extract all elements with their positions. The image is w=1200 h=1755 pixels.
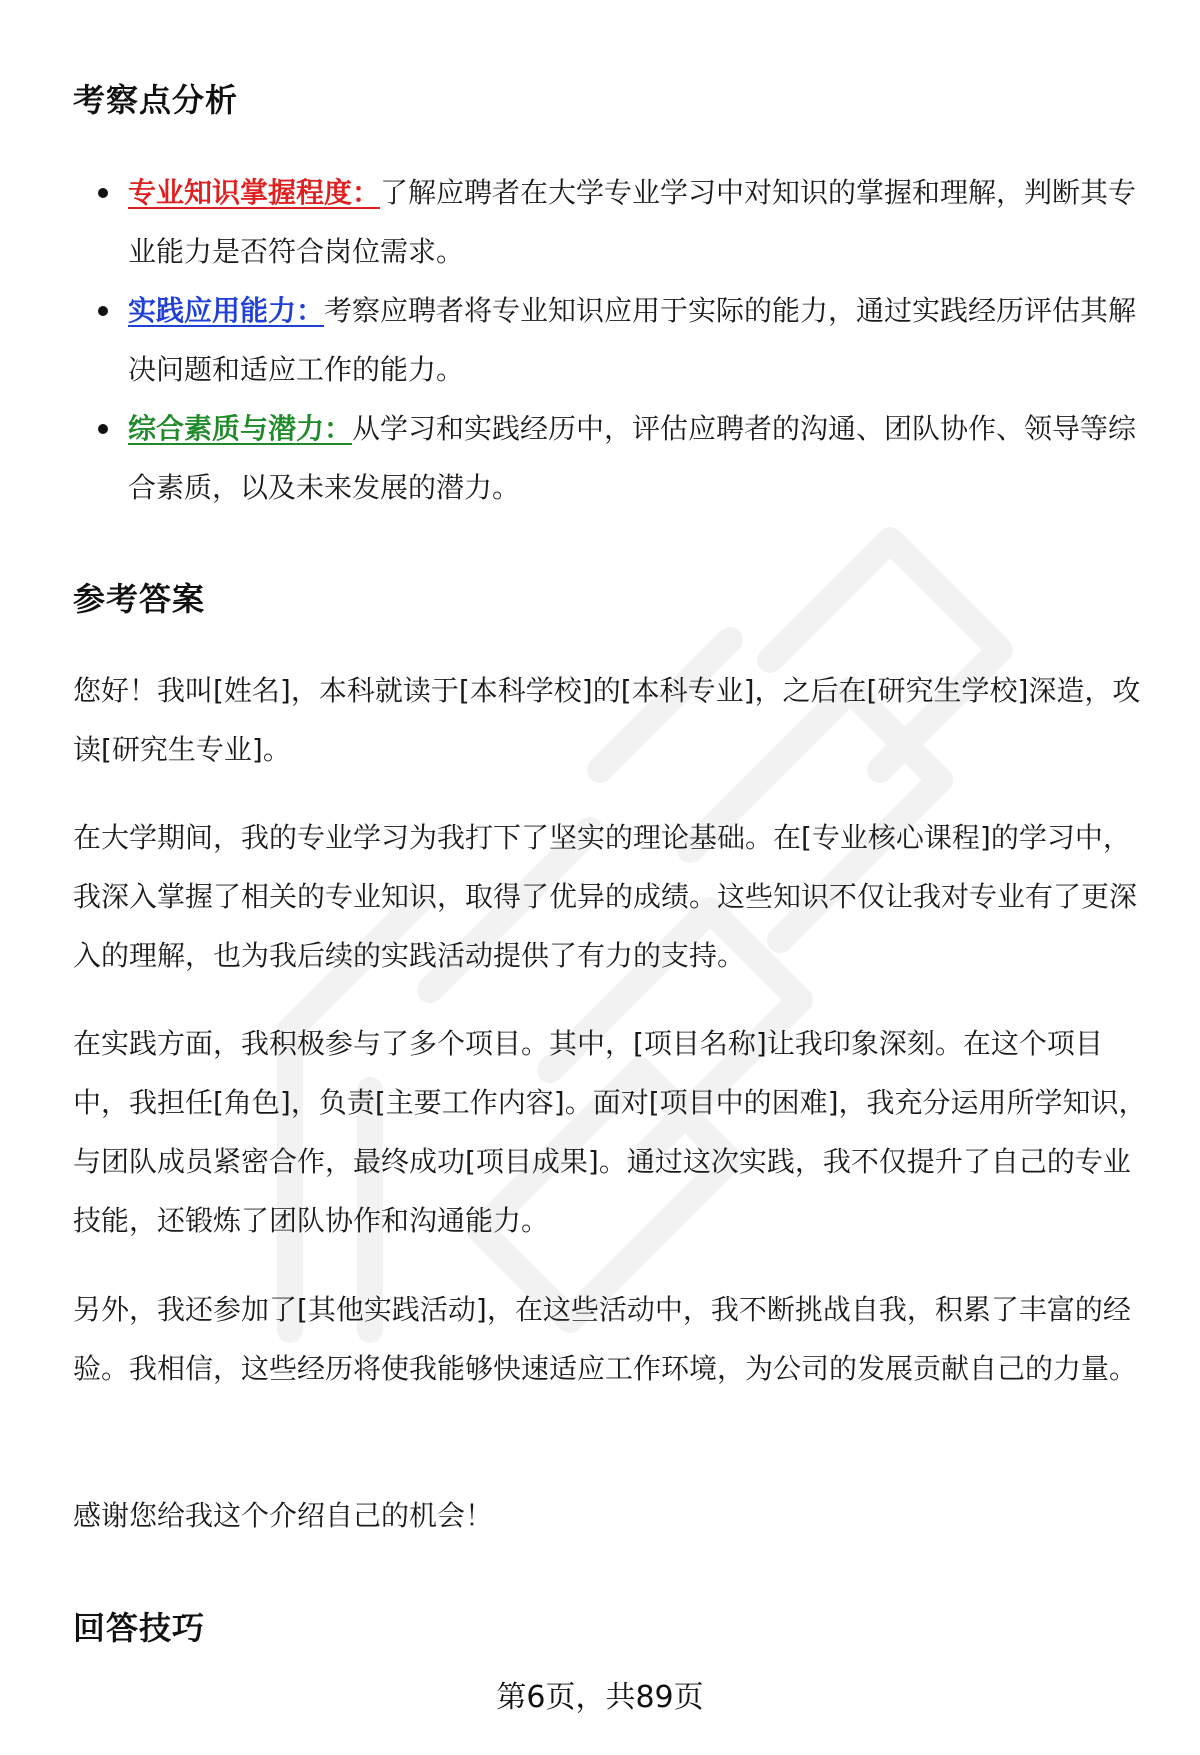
analysis-text: 考察应聘者将专业知识应用于实际的能力，通过实践经历评估其解决问题和适应工作的能力。: [128, 294, 1137, 386]
answer-paragraph: 在实践方面，我积极参与了多个项目。其中，[项目名称]让我印象深刻。在这个项目中，我担任[角色]，负责[主要工作内容]。面对[项目中的困难]，我充分运用所学知识，与团队成员紧密合作，最终成功[项目成果]。通过这次实践，我不仅提升了自己的专业技能，还锻炼了团队协作和沟通能力。: [73, 1027, 1147, 1237]
analysis-text: 从学习和实践经历中，评估应聘者的沟通、团队协作、领导等综合素质，以及未来发展的潜力。: [128, 412, 1137, 504]
analysis-item: [128, 399, 1148, 517]
section-title-answer: 参考答案: [73, 580, 206, 618]
section-title-tips: 回答技巧: [73, 1609, 206, 1647]
answer-paragraph: 在大学期间，我的专业学习为我打下了坚实的理论基础。在[专业核心课程]的学习中，我深入掌握了相关的专业知识，取得了优异的成绩。这些知识不仅让我对专业有了更深入的理解，也为我后续的实践活动提供了有力的支持。: [73, 821, 1138, 972]
page-number: 第6页，共89页: [496, 1680, 704, 1715]
answer-paragraph: 您好！我叫[姓名]，本科就读于[本科学校]的[本科专业]，之后在[研究生学校]深造，攻读[研究生专业]。: [73, 674, 1141, 766]
analysis-list: [128, 163, 1148, 517]
bullet-dot-icon: [98, 306, 108, 316]
bullet-dot-icon: [98, 188, 108, 198]
bullet-dot-icon: [98, 424, 108, 434]
analysis-keyword: 专业知识掌握程度：: [128, 176, 381, 209]
analysis-item: [128, 163, 1148, 281]
answer-paragraph: 感谢您给我这个介绍自己的机会！: [73, 1499, 494, 1532]
section-title-analysis: 考察点分析: [73, 81, 239, 119]
analysis-keyword: 实践应用能力：: [128, 294, 325, 327]
answer-paragraph: 另外，我还参加了[其他实践活动]，在这些活动中，我不断挑战自我，积累了丰富的经验。我相信，这些经历将使我能够快速适应工作环境，为公司的发展贡献自己的力量。: [73, 1293, 1138, 1385]
analysis-keyword: 综合素质与潜力：: [128, 412, 353, 445]
analysis-text: 了解应聘者在大学专业学习中对知识的掌握和理解，判断其专业能力是否符合岗位需求。: [128, 176, 1137, 268]
analysis-item: [128, 281, 1148, 399]
